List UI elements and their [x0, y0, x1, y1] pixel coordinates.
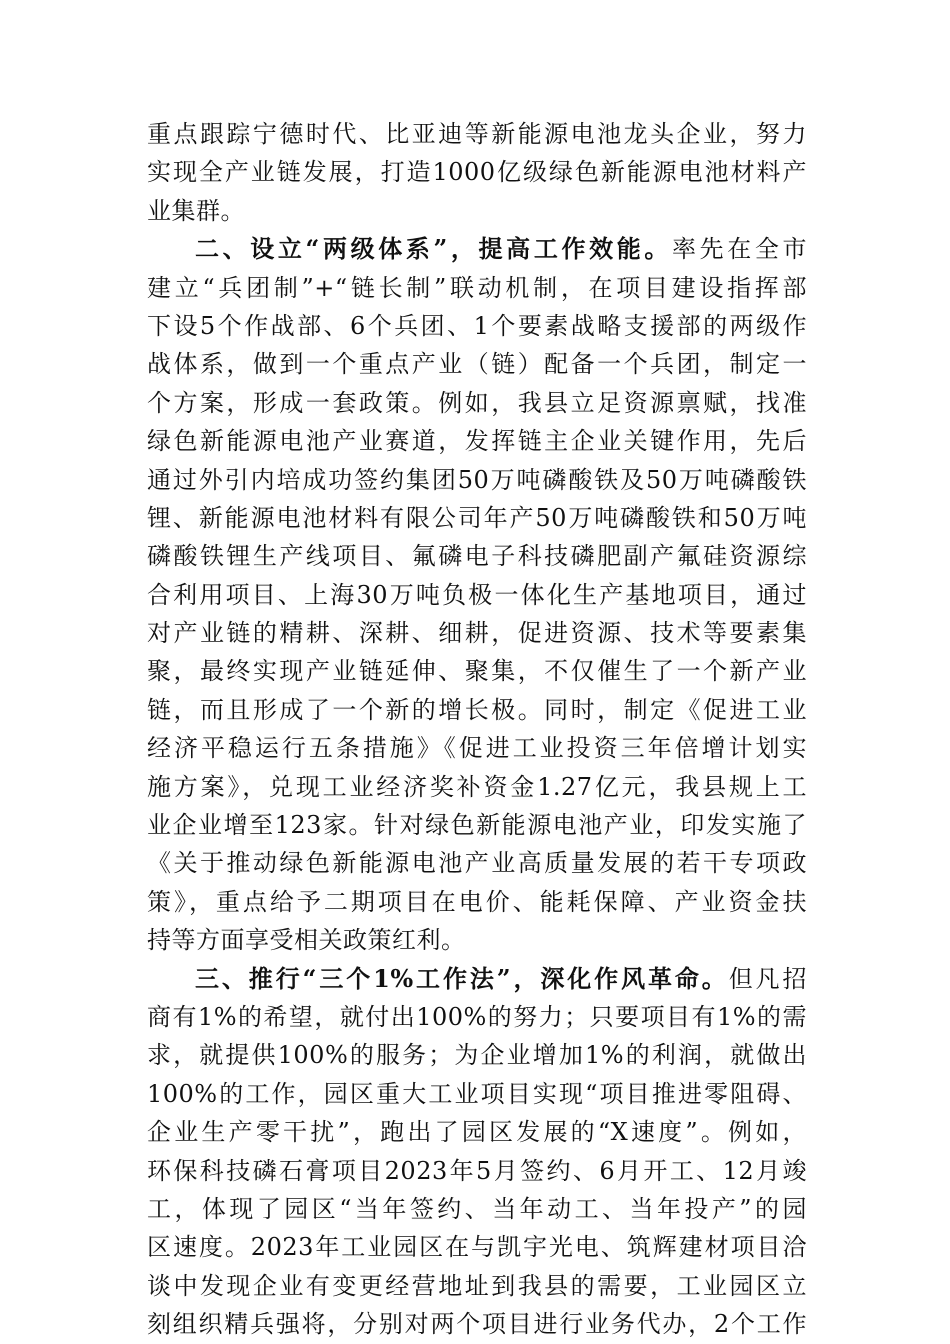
paragraph-line: 合利用项目、上海30万吨负极一体化生产基地项目，通过 [147, 580, 807, 609]
paragraph-line: 聚，最终实现产业链延伸、聚集，不仅催生了一个新产业 [147, 657, 807, 686]
paragraph-3 [147, 960, 807, 1344]
paragraph-first-line [147, 230, 807, 268]
paragraph-line: 建立“兵团制”+“链长制”联动机制，在项目建设指挥部 [147, 273, 807, 302]
paragraph-line: 区速度。2023年工业园区在与凯宇光电、筑辉建材项目洽 [147, 1233, 807, 1262]
document-body [147, 115, 807, 1344]
paragraph-line: 通过外引内培成功签约集团50万吨磷酸铁及50万吨磷酸铁 [147, 465, 807, 494]
paragraph-line: 企业生产零干扰”，跑出了园区发展的“X速度”。例如， [147, 1118, 807, 1147]
section-heading: 二、设立“两级体系”，提高工作效能。 [195, 234, 672, 264]
section-heading: 三、推行“三个1%工作法”，深化作风革命。 [195, 963, 729, 993]
paragraph-line: 谈中发现企业有变更经营地址到我县的需要，工业园区立 [147, 1271, 807, 1300]
paragraph-line: 《关于推动绿色新能源电池产业高质量发展的若干专项政 [147, 849, 807, 878]
paragraph-line: 锂、新能源电池材料有限公司年产50万吨磷酸铁和50万吨 [147, 503, 807, 532]
paragraph-1 [147, 115, 807, 230]
paragraph-line: 商有1%的希望，就付出100%的努力；只要项目有1%的需 [147, 1002, 807, 1031]
paragraph-line: 绿色新能源电池产业赛道，发挥链主企业关键作用，先后 [147, 427, 807, 456]
paragraph-line: 下设5个作战部、6个兵团、1个要素战略支援部的两级作 [147, 311, 807, 340]
paragraph-line: 持等方面享受相关政策红利。 [147, 926, 466, 955]
paragraph-line: 战体系，做到一个重点产业（链）配备一个兵团，制定一 [147, 350, 807, 379]
paragraph-line: 重点跟踪宁德时代、比亚迪等新能源电池龙头企业，努力 [147, 120, 807, 148]
paragraph-line: 100%的工作，园区重大工业项目实现“项目推进零阻碍、 [147, 1079, 807, 1108]
paragraph-line: 链，而且形成了一个新的增长极。同时，制定《促进工业 [147, 695, 807, 724]
paragraph-line: 环保科技磷石膏项目2023年5月签约、6月开工、12月竣 [147, 1156, 807, 1185]
paragraph-2 [147, 230, 807, 959]
paragraph-line: 施方案》，兑现工业经济奖补资金1.27亿元，我县规上工 [147, 772, 807, 801]
paragraph-first-line [147, 960, 807, 998]
paragraph-line: 实现全产业链发展，打造1000亿级绿色新能源电池材料产 [147, 158, 807, 187]
paragraph-line: 个方案，形成一套政策。例如，我县立足资源禀赋，找准 [147, 388, 807, 417]
paragraph-line: 对产业链的精耕、深耕、细耕，促进资源、技术等要素集 [147, 619, 807, 648]
paragraph-line: 策》，重点给予二期项目在电价、能耗保障、产业资金扶 [147, 887, 807, 916]
paragraph-line: 磷酸铁锂生产线项目、氟磷电子科技磷肥副产氟硅资源综 [147, 542, 807, 571]
paragraph-line-text: 率先在全市 [671, 235, 808, 264]
paragraph-line: 工，体现了园区“当年签约、当年动工、当年投产”的园 [147, 1194, 807, 1223]
paragraph-line-text: 但凡招 [728, 964, 807, 993]
paragraph-line: 求，就提供100%的服务；为企业增加1%的利润，就做出 [147, 1041, 807, 1070]
paragraph-line: 经济平稳运行五条措施》《促进工业投资三年倍增计划实 [147, 734, 807, 763]
paragraph-line: 业集群。 [147, 196, 245, 225]
paragraph-line: 刻组织精兵强将，分别对两个项目进行业务代办，2个工作 [147, 1310, 807, 1339]
paragraph-line: 业企业增至123家。针对绿色新能源电池产业，印发实施了 [147, 811, 807, 840]
